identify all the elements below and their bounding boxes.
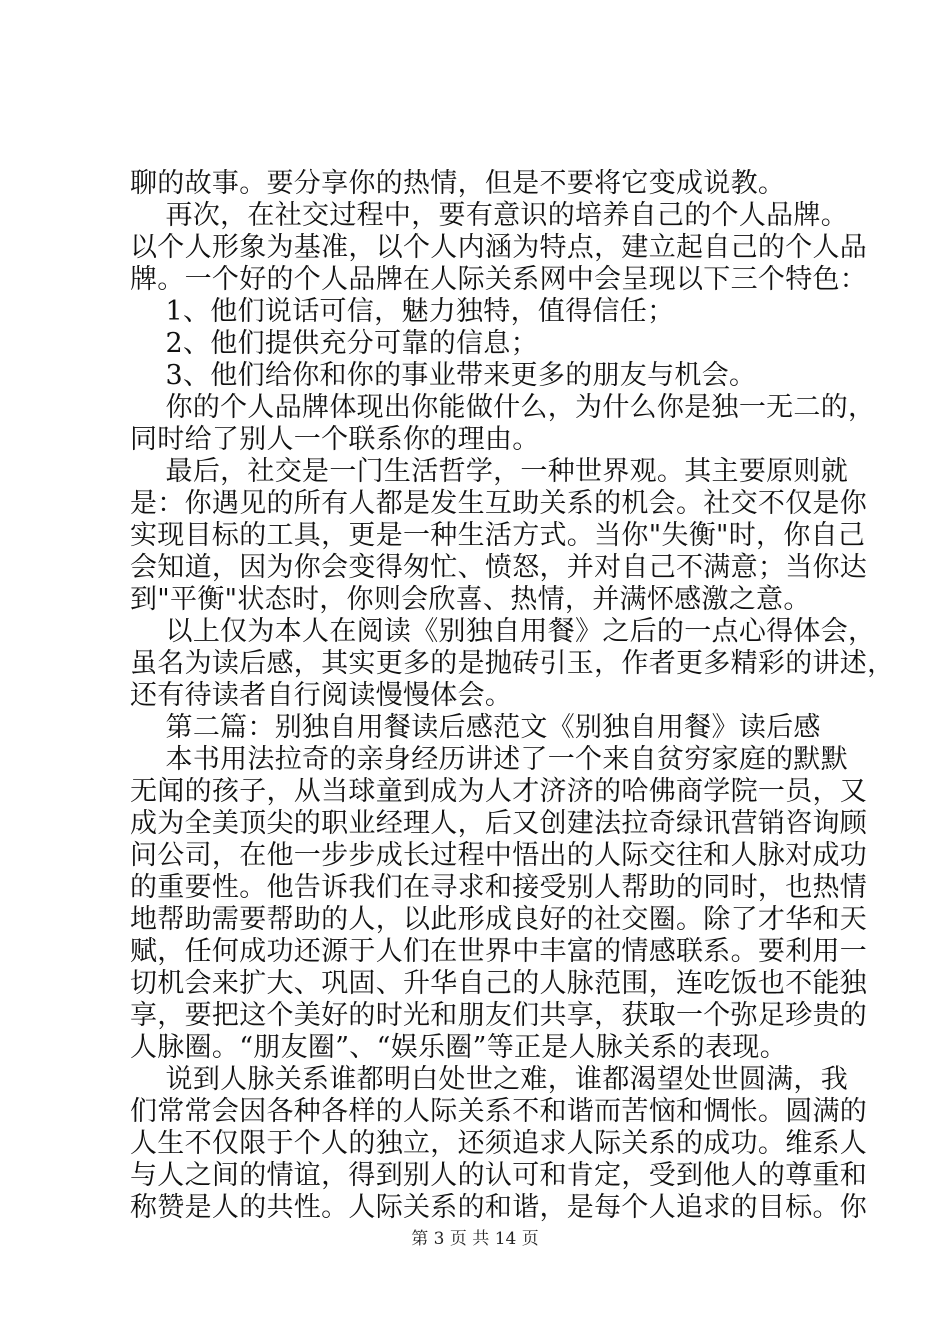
text-line: 无闻的孩子，从当球童到成为人才济济的哈佛商学院一员，又	[130, 776, 868, 807]
text-line: 与人之间的情谊，得到别人的认可和肯定，受到他人的尊重和	[130, 1160, 868, 1191]
text-line: 赋，任何成功还源于人们在世界中丰富的情感联系。要利用一	[130, 936, 868, 967]
text-line: 人生不仅限于个人的独立，还须追求人际关系的成功。维系人	[130, 1128, 868, 1159]
text-line: 成为全美顶尖的职业经理人，后又创建法拉奇绿讯营销咨询顾	[130, 808, 868, 839]
section-heading: 第二篇：别独自用餐读后感范文《别独自用餐》读后感	[130, 712, 821, 743]
text-line: 你的个人品牌体现出你能做什么，为什么你是独一无二的，	[130, 392, 876, 423]
text-line: 牌。一个好的个人品牌在人际关系网中会呈现以下三个特色：	[130, 264, 868, 295]
text-line: 以个人形象为基准，以个人内涵为特点，建立起自己的个人品	[130, 232, 868, 263]
text-line: 是：你遇见的所有人都是发生互助关系的机会。社交不仅是你	[130, 488, 868, 519]
text-line: 人脉圈。“朋友圈”、“娱乐圈”等正是人脉关系的表现。	[130, 1032, 788, 1063]
text-line: 还有待读者自行阅读慢慢体会。	[130, 680, 513, 711]
text-line: 会知道，因为你会变得匆忙、愤怒，并对自己不满意；当你达	[130, 552, 868, 583]
text-line: 问公司，在他一步步成长过程中悟出的人际交往和人脉对成功	[130, 840, 868, 871]
text-line: 享，要把这个美好的时光和朋友们共享，获取一个弥足珍贵的	[130, 1000, 868, 1031]
text-line: 1、他们说话可信，魅力独特，值得信任；	[130, 296, 675, 327]
text-line: 地帮助需要帮助的人，以此形成良好的社交圈。除了才华和天	[130, 904, 868, 935]
text-line: 说到人脉关系谁都明白处世之难，谁都渴望处世圆满，我	[130, 1064, 849, 1095]
text-line: 们常常会因各种各样的人际关系不和谐而苦恼和惆怅。圆满的	[130, 1096, 868, 1127]
text-line: 称赞是人的共性。人际关系的和谐，是每个人追求的目标。你	[130, 1192, 868, 1223]
text-line: 以上仅为本人在阅读《别独自用餐》之后的一点心得体会，	[130, 616, 876, 647]
text-line: 的重要性。他告诉我们在寻求和接受别人帮助的同时，也热情	[130, 872, 868, 903]
text-line: 到"平衡"状态时，你则会欣喜、热情，并满怀感激之意。	[130, 584, 811, 615]
text-line: 2、他们提供充分可靠的信息；	[130, 328, 538, 359]
text-line: 3、他们给你和你的事业带来更多的朋友与机会。	[130, 360, 757, 391]
text-line: 再次，在社交过程中，要有意识的培养自己的个人品牌。	[130, 200, 849, 231]
page-number-footer: 第 3 页 共 14 页	[411, 1229, 539, 1249]
text-line: 虽名为读后感，其实更多的是抛砖引玉，作者更多精彩的讲述，	[130, 648, 895, 679]
text-line: 本书用法拉奇的亲身经历讲述了一个来自贫穷家庭的默默	[130, 744, 849, 775]
text-line: 最后，社交是一门生活哲学，一种世界观。其主要原则就	[130, 456, 849, 487]
text-line: 切机会来扩大、巩固、升华自己的人脉范围，连吃饭也不能独	[130, 968, 868, 999]
text-line: 聊的故事。要分享你的热情，但是不要将它变成说教。	[130, 168, 786, 199]
text-line: 实现目标的工具，更是一种生活方式。当你"失衡"时，你自己	[130, 520, 866, 551]
text-line: 同时给了别人一个联系你的理由。	[130, 424, 540, 455]
